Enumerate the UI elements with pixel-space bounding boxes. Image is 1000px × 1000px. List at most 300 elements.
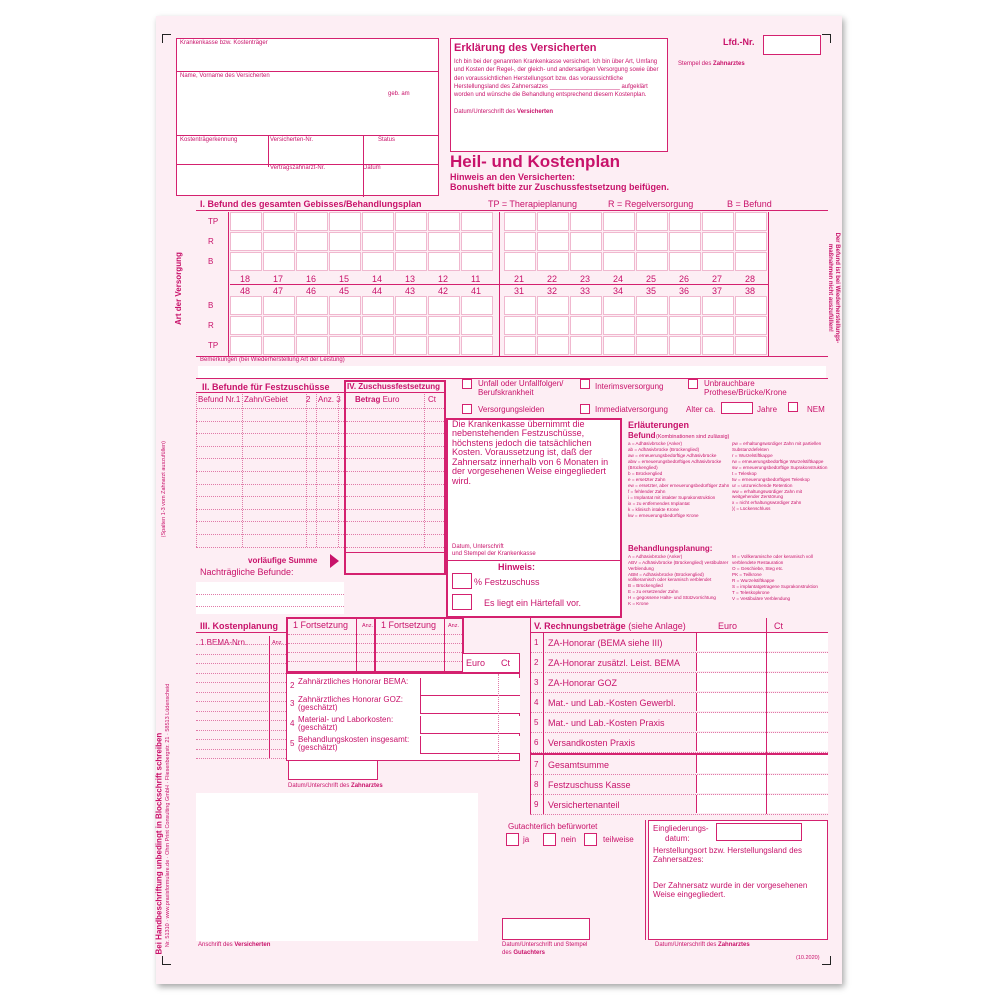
tooth-cell[interactable] [428, 252, 460, 271]
rechnung-amount-field[interactable] [696, 733, 828, 751]
legend-entry: ABM = Adhäsivbrücke (Brückenglied) vollkeramisch oder keramisch verblendet [628, 571, 712, 582]
sec3-ct-label: Ct [501, 658, 510, 668]
tooth-cell[interactable] [230, 296, 262, 315]
tooth-cell[interactable] [395, 232, 427, 251]
tooth-cell[interactable] [362, 232, 394, 251]
legend-entry: )( = Lückenschluss [732, 506, 771, 511]
tooth-cell[interactable] [537, 296, 569, 315]
tooth-cell[interactable] [669, 336, 701, 355]
sec3-row-line [196, 654, 286, 655]
tooth-cell[interactable] [428, 316, 460, 335]
sec3-row-line [196, 644, 286, 645]
tooth-cell[interactable] [461, 212, 493, 231]
nem-checkbox[interactable] [788, 402, 798, 412]
befund-cell[interactable] [197, 522, 241, 533]
sec4-row-line [346, 408, 444, 409]
rechnung-row-label: ZA-Honorar zusätzl. Leist. BEMA [548, 658, 681, 668]
tooth-cell[interactable] [329, 212, 361, 231]
sec5-left-border [530, 618, 531, 814]
sec4-row-line [346, 421, 444, 422]
tooth-cell[interactable] [570, 316, 602, 335]
rechnung-amount-field[interactable] [696, 795, 828, 813]
tooth-number: 16 [306, 274, 317, 284]
kosten-amount-field[interactable] [420, 716, 520, 734]
art-der-versorgung-label: Art der Versorgung [173, 252, 183, 326]
tooth-cell[interactable] [504, 232, 536, 251]
tooth-cell[interactable] [636, 212, 668, 231]
versicherter-signature-field[interactable] [452, 120, 666, 150]
tooth-number: 38 [745, 286, 756, 296]
tooth-number: 15 [339, 274, 350, 284]
legend-entry: f = fehlender Zahn [628, 488, 666, 494]
row-label-upper: R [208, 237, 214, 246]
fortsetzung2-anz: Anz. [448, 623, 460, 629]
tooth-cell[interactable] [428, 232, 460, 251]
herstellungsort-label: Herstellungsort bzw. Herstellungsland des Zahnersatzes: [653, 846, 802, 865]
legend-entry: H = gegossene Halte- und Stützvorrichtung [628, 595, 716, 600]
section3-title: III. Kostenplanung [200, 621, 278, 631]
befund-cell[interactable] [197, 459, 241, 470]
fortsetzung-row-line [288, 661, 374, 662]
legend-entry: ab = Adhäsivbrücke (Brückenglied) [628, 447, 700, 452]
tooth-cell[interactable] [230, 316, 262, 335]
legend-entry: ABV = Adhäsivbrücke (Brückenglied) vestibulärer Verblendung [628, 560, 729, 571]
tooth-cell[interactable] [461, 252, 493, 271]
nein-label: nein [561, 835, 577, 844]
sec4-row-line [346, 534, 444, 535]
tooth-cell[interactable] [570, 252, 602, 271]
tooth-cell[interactable] [296, 232, 328, 251]
remarks-field[interactable] [198, 366, 826, 378]
sec2-col-line [338, 394, 339, 547]
rechnung-amount-field[interactable] [696, 673, 828, 691]
legend-entry: O = Geschiebe, Steg etc. [732, 565, 784, 571]
tooth-number: 33 [580, 286, 591, 296]
tooth-cell[interactable] [504, 252, 536, 271]
tooth-cell[interactable] [329, 296, 361, 315]
tooth-cell[interactable] [603, 252, 635, 271]
krankenkasse-field[interactable] [178, 49, 437, 69]
teilweise-checkbox[interactable] [584, 833, 597, 846]
eingliederung-label-2: datum: [665, 834, 690, 843]
anschrift-label: Anschrift des Versicherten [198, 942, 271, 948]
sec3-row-line [196, 673, 286, 674]
tooth-cell[interactable] [669, 252, 701, 271]
tooth-cell[interactable] [702, 296, 734, 315]
kostentraeger-label: Kostenträgerkennung [180, 137, 238, 143]
tooth-cell[interactable] [230, 336, 262, 355]
nein-checkbox[interactable] [543, 833, 556, 846]
legend-entry: i = Implantat mit intakter Suprakonstruktion [628, 494, 716, 500]
tooth-cell[interactable] [329, 232, 361, 251]
legend-entry: b = Brückenglied [628, 470, 663, 476]
gutachter-signature-line1: Datum/Unterschrift und Stempel [502, 942, 588, 948]
form-sheet [156, 16, 842, 984]
tooth-number: 42 [438, 286, 449, 296]
sec3-row-line [196, 720, 286, 721]
sec3-col-line [269, 636, 270, 758]
tooth-cell[interactable] [669, 296, 701, 315]
befund-cell[interactable] [197, 447, 241, 458]
tooth-cell[interactable] [570, 232, 602, 251]
gutachter-signature-field[interactable] [502, 918, 590, 940]
rechnung-row-number: 1 [534, 638, 539, 647]
erklaerung-signature-label: Datum/Unterschrift des Versicherten [454, 109, 554, 115]
tooth-cell[interactable] [603, 296, 635, 315]
rechnung-amount-field[interactable] [696, 653, 828, 671]
sec3-row-line [196, 758, 286, 759]
tooth-cell[interactable] [702, 316, 734, 335]
tooth-cell[interactable] [603, 212, 635, 231]
tooth-cell[interactable] [329, 252, 361, 271]
kosten-amount-field[interactable] [420, 696, 520, 714]
befund-note-vertical: Der Befund ist bei Wiederherstellungs-maßnahmen nicht auszufüllen! [827, 232, 840, 344]
tooth-number: 12 [438, 274, 449, 284]
lfd-nr-label: Lfd.-Nr. [723, 37, 755, 47]
legend-entry: ix = zu entfernendes Implantat [628, 500, 690, 506]
tooth-number: 24 [613, 274, 624, 284]
chart-right-border [768, 212, 769, 356]
tooth-cell[interactable] [263, 252, 295, 271]
rechnung-row-label: Festzuschuss Kasse [548, 780, 631, 790]
plan-hint-line2: Bonusheft bitte zur Zuschussfestsetzung beifügen. [450, 182, 670, 192]
tooth-cell[interactable] [636, 336, 668, 355]
tooth-cell[interactable] [735, 336, 767, 355]
tooth-cell[interactable] [636, 316, 668, 335]
tooth-cell[interactable] [263, 232, 295, 251]
behandlungsplanung-title: Behandlungsplanung: [628, 544, 713, 553]
tooth-cell[interactable] [537, 316, 569, 335]
rechnung-row-number: 7 [534, 760, 539, 769]
tooth-cell[interactable] [702, 232, 734, 251]
legend-entry: tw = erneuerungsbedürftiges Teleskop [732, 476, 810, 482]
fortsetzung-row-line [288, 643, 374, 644]
gutachter-title: Gutachterlich befürwortet [508, 822, 598, 831]
tooth-cell[interactable] [362, 296, 394, 315]
tooth-number: 48 [240, 286, 251, 296]
krankenkasse-label: Krankenkasse bzw. Kostenträger [180, 40, 268, 46]
tooth-cell[interactable] [702, 212, 734, 231]
rechnung-amount-field[interactable] [696, 693, 828, 711]
plan-title: Heil- und Kostenplan [450, 152, 620, 171]
tooth-number: 35 [646, 286, 657, 296]
kasse-signature-line2: und Stempel der Krankenkasse [452, 551, 536, 557]
tooth-cell[interactable] [735, 296, 767, 315]
tooth-cell[interactable] [395, 316, 427, 335]
tooth-cell[interactable] [537, 336, 569, 355]
sec2-col-line [242, 394, 243, 547]
row-label-upper: B [208, 257, 214, 266]
tooth-cell[interactable] [263, 316, 295, 335]
col-befund-nr: Befund Nr.1 [198, 395, 241, 404]
kosten-row-number: 3 [290, 699, 295, 708]
nem-label: NEM [807, 405, 825, 414]
rechnung-row-label: Versichertenanteil [548, 800, 620, 810]
versorgungsleiden-label: Versorgungsleiden [478, 405, 545, 414]
versicherten-nr-label: Versicherten-Nr. [270, 137, 314, 143]
col-anz: Anz. 3 [318, 395, 341, 404]
tooth-cell[interactable] [735, 232, 767, 251]
fortsetzung-row-line [288, 634, 374, 635]
fortsetzung-row-line [376, 661, 462, 662]
befund-cell[interactable] [197, 535, 241, 546]
fortsetzung-row-line [376, 652, 462, 653]
tooth-cell[interactable] [504, 296, 536, 315]
tooth-cell[interactable] [329, 316, 361, 335]
legend-entry: R = Wurzelstiftkappe [732, 577, 775, 583]
legend-entry: PK = Teilkrone [732, 571, 762, 577]
row-label-lower: R [208, 321, 214, 330]
sec4-row-line [346, 471, 444, 472]
legend-entry: x = nicht erhaltungswürdiger Zahn [732, 500, 802, 505]
teilweise-label: teilweise [603, 835, 634, 844]
tooth-cell[interactable] [461, 232, 493, 251]
rechnung-row-label: Mat.- und Lab.-Kosten Praxis [548, 718, 665, 728]
tooth-cell[interactable] [504, 336, 536, 355]
unfall-checkbox[interactable] [462, 379, 472, 389]
tooth-cell[interactable] [636, 252, 668, 271]
plan-hint-line1: Hinweis an den Versicherten: [450, 172, 576, 182]
fortsetzung1-label: 1 Fortsetzung [293, 620, 349, 630]
tooth-cell[interactable] [428, 296, 460, 315]
immediat-checkbox[interactable] [580, 404, 590, 414]
tooth-number: 46 [306, 286, 317, 296]
tooth-cell[interactable] [296, 212, 328, 231]
rechnung-amount-field[interactable] [696, 633, 828, 651]
tooth-cell[interactable] [702, 336, 734, 355]
legend-entry: t = Teleskop [732, 470, 757, 476]
befund-cell[interactable] [197, 497, 241, 508]
tooth-number: 17 [273, 274, 284, 284]
kosten-amount-field[interactable] [420, 678, 520, 696]
rechnung-row-label: Versandkosten Praxis [548, 738, 636, 748]
rechnung-amount-field[interactable] [696, 713, 828, 731]
sec3-row-line [196, 730, 286, 731]
tooth-number: 27 [712, 274, 723, 284]
fortsetzung-row-line [376, 643, 462, 644]
kosten-row-number: 2 [290, 681, 295, 690]
tooth-cell[interactable] [603, 336, 635, 355]
sec3-euro-label: Euro [466, 658, 486, 668]
zahnarzt-signature-field[interactable] [288, 760, 378, 780]
tooth-cell[interactable] [263, 212, 295, 231]
tooth-cell[interactable] [263, 336, 295, 355]
tooth-cell[interactable] [230, 212, 262, 231]
tooth-cell[interactable] [461, 336, 493, 355]
stempel-label: Stempel des Zahnarztes [678, 61, 745, 67]
tooth-cell[interactable] [296, 336, 328, 355]
sec2-header-line [196, 392, 344, 393]
tooth-cell[interactable] [296, 296, 328, 315]
kosten-row-label: Behandlungskosten insgesamt: (geschätzt) [298, 735, 410, 753]
tooth-cell[interactable] [296, 252, 328, 271]
tooth-cell[interactable] [504, 316, 536, 335]
tooth-number: 44 [372, 286, 383, 296]
rechnung-amount-field[interactable] [696, 755, 828, 773]
kasse-text: Die Krankenkasse übernimmt die nebenstehenden Festzuschüsse, höchstens jedoch die tatsächlichen Kosten. Voraussetzung ist, daß der Zahnersatz innerhalb von 6 Monaten in der vorgesehenen Weise eingegliedert wird. [452, 419, 609, 486]
sec3-row-line [196, 663, 286, 664]
legend-entry: ur = unzureichende Retention [732, 482, 793, 488]
sec4-row-line [346, 547, 444, 548]
tooth-cell[interactable] [428, 212, 460, 231]
legend-entry: e = ersetzter Zahn [628, 476, 666, 482]
tooth-cell[interactable] [362, 212, 394, 231]
crop-mark [822, 956, 831, 965]
befund-legend-right [732, 441, 828, 512]
tooth-cell[interactable] [362, 336, 394, 355]
sec3-row-line [196, 701, 286, 702]
crop-mark [822, 34, 831, 43]
nachtraegliche-befunde-field[interactable] [196, 582, 344, 614]
status-label: Status [378, 137, 396, 143]
legend-entry: kw = erneuerungsbedürftige Krone [628, 512, 699, 518]
tooth-cell[interactable] [735, 252, 767, 271]
rechnung-row-line [530, 814, 828, 815]
tooth-cell[interactable] [395, 336, 427, 355]
tooth-cell[interactable] [362, 316, 394, 335]
tooth-number: 11 [471, 274, 481, 284]
kosten-amount-field[interactable] [420, 736, 520, 754]
sec2-col-line [316, 394, 317, 547]
row-label-lower: TP [208, 341, 219, 350]
unfall-label: Unfall oder Unfallfolgen/ Berufskrankheit [478, 379, 564, 398]
sec4-row-line [346, 458, 444, 459]
legend-entry: rw = erneuerungsbedürftige Wurzelstiftkappe [732, 458, 824, 464]
rechnung-row-number: 4 [534, 698, 539, 707]
tooth-cell[interactable] [362, 252, 394, 271]
tooth-cell[interactable] [735, 212, 767, 231]
sec4-row-line [346, 496, 444, 497]
sec4-row-line [346, 509, 444, 510]
rechnung-row-number: 9 [534, 800, 539, 809]
tooth-cell[interactable] [461, 296, 493, 315]
sec2-col-line [306, 394, 307, 547]
rechnung-row-number: 2 [534, 658, 539, 667]
erklaerung-text: Ich bin bei der genannten Krankenkasse versichert. Ich bin über Art, Umfang und Kosten der Regel-, der gleich- und andersartigen Versorgung sowie über den voraussichtlichen Herstellungsort bzw. das voraussichtliche Herstellungsland des Zahnersatzes _____________________ aufgeklärt worden und wünsche die Behandlung entsprechend diesem Kostenplan. [454, 59, 659, 99]
tooth-number: 18 [240, 274, 251, 284]
tooth-number: 36 [679, 286, 690, 296]
rechnung-amount-field[interactable] [696, 775, 828, 793]
tooth-cell[interactable] [230, 252, 262, 271]
tooth-number: 25 [646, 274, 657, 284]
tooth-cell[interactable] [504, 212, 536, 231]
rechnung-row-number: 3 [534, 678, 539, 687]
interims-checkbox[interactable] [580, 379, 590, 389]
sec4-summe-line [346, 552, 444, 553]
tooth-cell[interactable] [570, 336, 602, 355]
tooth-cell[interactable] [537, 232, 569, 251]
tooth-cell[interactable] [603, 316, 635, 335]
tooth-number: 14 [372, 274, 383, 284]
spalten-note: (Spalten 1-3 vom Zahnarzt auszufüllen) [161, 441, 167, 538]
tooth-cell[interactable] [636, 232, 668, 251]
versorgungsleiden-checkbox[interactable] [462, 404, 472, 414]
sec3-row-line [196, 739, 286, 740]
alter-field[interactable] [721, 402, 753, 414]
eingliederungsdatum-field[interactable] [716, 823, 802, 841]
tooth-cell[interactable] [395, 212, 427, 231]
row-label-upper: TP [208, 217, 219, 226]
tooth-cell[interactable] [461, 316, 493, 335]
tooth-cell[interactable] [636, 296, 668, 315]
anschrift-field[interactable] [196, 793, 478, 941]
unbrauchbar-checkbox[interactable] [688, 379, 698, 389]
befund-legend-left [628, 441, 732, 519]
befund-cell[interactable] [197, 485, 241, 496]
kosten-row-number: 4 [290, 719, 295, 728]
tooth-cell[interactable] [669, 212, 701, 231]
tooth-cell[interactable] [735, 316, 767, 335]
legend-entry: ww = erhaltungswürdiger Zahn mit weitgehender Zerstörung [732, 488, 803, 499]
tooth-cell[interactable] [537, 252, 569, 271]
remarks-label: Bemerkungen (bei Wiederherstellung Art der Leistung) [200, 357, 345, 363]
ja-label: ja [523, 835, 530, 844]
tooth-cell[interactable] [329, 336, 361, 355]
tooth-number: 34 [613, 286, 624, 296]
plan-legend-right [732, 554, 828, 602]
kosten-row-label: Material- und Laborkosten: (geschätzt) [298, 715, 394, 733]
tooth-number: 22 [547, 274, 558, 284]
legend-entry: T = Teleskopkrone [732, 589, 770, 595]
befund-cell[interactable] [197, 510, 241, 521]
fortsetzung1-anz: Anz. [362, 623, 374, 629]
tooth-cell[interactable] [669, 316, 701, 335]
befund-cell[interactable] [197, 472, 241, 483]
betrag-label: Betrag Euro [355, 395, 400, 404]
tooth-number: 21 [514, 274, 525, 284]
tooth-cell[interactable] [570, 212, 602, 231]
lfd-nr-field[interactable] [763, 35, 821, 55]
befund-cell[interactable] [197, 434, 241, 445]
tooth-cell[interactable] [603, 232, 635, 251]
tooth-number: 28 [745, 274, 756, 284]
befund-cell[interactable] [197, 422, 241, 433]
gutachter-signature-line2: des Gutachters [502, 950, 546, 956]
vertragszahnarzt-label: Vertragszahnarzt-Nr. [270, 165, 326, 171]
tooth-cell[interactable] [395, 252, 427, 271]
befund-cell[interactable] [197, 409, 241, 420]
tooth-cell[interactable] [263, 296, 295, 315]
legend-entry: k = klinisch intakte Krone [628, 506, 679, 512]
tooth-cell[interactable] [537, 212, 569, 231]
legend-entry: pw = erhaltungswürdiger Zahn mit partiellen Substanzdefekten [732, 441, 822, 452]
rechnung-row-number: 8 [534, 780, 539, 789]
tooth-cell[interactable] [702, 252, 734, 271]
fortsetzung-row-line [376, 634, 462, 635]
tooth-cell[interactable] [669, 232, 701, 251]
festzuschuss-percent-field[interactable] [452, 573, 472, 589]
rechnung-row-label: Gesamtsumme [548, 760, 610, 770]
tooth-cell[interactable] [570, 296, 602, 315]
ja-checkbox[interactable] [506, 833, 519, 846]
tooth-cell[interactable] [428, 336, 460, 355]
section2-title: II. Befunde für Festzuschüsse [202, 382, 330, 392]
tooth-number: 31 [514, 286, 525, 296]
rechnung-row-number: 5 [534, 718, 539, 727]
tooth-cell[interactable] [230, 232, 262, 251]
tooth-cell[interactable] [296, 316, 328, 335]
vorlaeufige-summe-label: vorläufige Summe [248, 556, 318, 565]
tooth-number: 23 [580, 274, 591, 284]
legend-entry: sw = erneuerungsbedürftige Suprakonstruktion [732, 464, 828, 470]
sec4-row-line [346, 446, 444, 447]
sec4-row-line [346, 433, 444, 434]
haertefall-checkbox[interactable] [452, 594, 472, 610]
legend-entry: aw = erneuerungsbedürftige Adhäsivbrücke [628, 453, 717, 458]
tooth-cell[interactable] [395, 296, 427, 315]
sec5-num-line [543, 632, 544, 814]
sec4-row-line [346, 521, 444, 522]
